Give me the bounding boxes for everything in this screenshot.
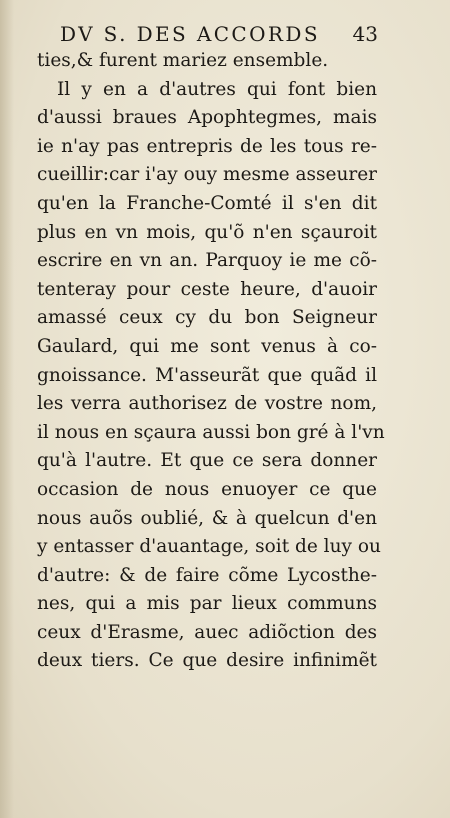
text-line: plus en vn mois, qu'õ n'en sçauroit	[37, 221, 377, 243]
text-line: amassé ceux cy du bon Seigneur	[37, 307, 377, 329]
text-line: il nous en sçaura aussi bon gré à l'vn	[37, 421, 385, 443]
text-line: ie n'ay pas entrepris de les tous re-	[37, 135, 377, 157]
text-line: ceux d'Erasme, auec adiõction des	[37, 621, 377, 643]
running-head	[60, 22, 378, 46]
page-gutter-shadow	[0, 0, 14, 818]
body-text	[37, 47, 385, 676]
text-line: les verra authorisez de vostre nom,	[37, 393, 377, 415]
text-line: Il y en a d'autres qui font bien	[57, 78, 377, 100]
text-line: gnoissance. M'asseurãt que quãd il	[37, 364, 377, 386]
text-line: d'autre: & de faire cõme Lycosthe-	[37, 564, 377, 586]
text-line: deux tiers. Ce que desire infinimẽt	[37, 650, 377, 672]
text-line: escrire en vn an. Parquoy ie me cõ-	[37, 250, 377, 272]
text-line: qu'à l'autre. Et que ce sera donner	[37, 450, 377, 472]
text-line: y entasser d'auantage, soit de luy ou	[37, 536, 381, 558]
text-line: d'aussi braues Apophtegmes, mais	[37, 107, 377, 129]
page-number: 43	[352, 22, 378, 46]
text-line: qu'en la Franche-Comté il s'en dit	[37, 192, 377, 214]
text-line: nes, qui a mis par lieux communs	[37, 593, 377, 615]
text-line: cueillir:car i'ay ouy mesme asseurer	[37, 164, 377, 186]
running-head-title: DV S. DES ACCORDS	[60, 22, 320, 46]
text-line: tenteray pour ceste heure, d'auoir	[37, 278, 377, 300]
text-line: nous auõs oublié, & à quelcun d'en	[37, 507, 377, 529]
text-line: Gaulard, qui me sont venus à co-	[37, 335, 377, 357]
text-line: occasion de nous enuoyer ce que	[37, 478, 377, 500]
text-line: ties,& furent mariez ensemble.	[37, 50, 329, 71]
